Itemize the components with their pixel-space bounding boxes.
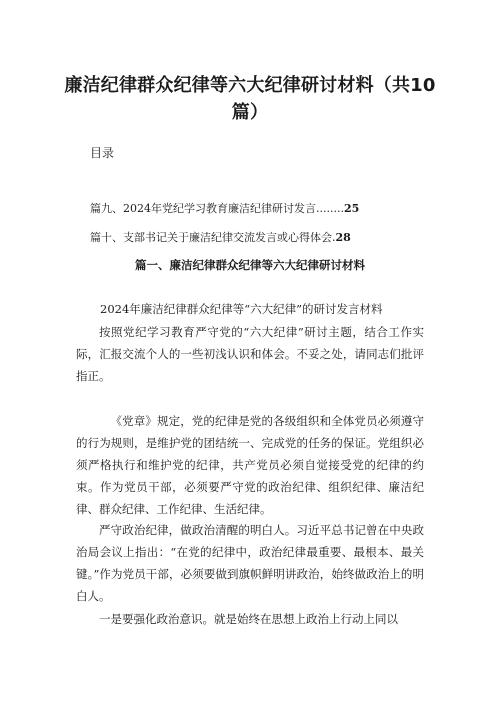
toc-entry-page: 28 — [335, 231, 351, 244]
document-title: 廉洁纪律群众纪律等六大纪律研讨材料（共10篇） — [64, 75, 436, 123]
toc-entry-dots: ........ — [316, 202, 344, 215]
body-paragraph: 按照党纪学习教育严守党的“六大纪律”研讨主题，结合工作实际，汇报交流个人的一些初浅认识和体会。不妥之处，请同志们批评指正。 — [76, 325, 424, 383]
article-title: 2024年廉洁纪律群众纪律等“六大纪律”的研讨发言材料 — [100, 302, 383, 316]
toc-entry[interactable] — [90, 229, 420, 245]
section-title: 篇一、廉洁纪律群众纪律等六大纪律研讨材料 — [135, 258, 365, 272]
toc-entry-dots: . — [332, 231, 336, 244]
body-paragraph: 《党章》规定，党的纪律是党的各级组织和全体党员必须遵守的行为规则，是维护党的团结统一、完成党的任务的保证。党组织必须严格执行和维护党的纪律，共产党员必须自觉接受党的纪律的约束。作为党员干部，必须要严守党的政治纪律、组织纪律、廉洁纪律、群众纪律、工作纪律、生活纪律。 — [76, 414, 424, 516]
body-paragraph: 一是要强化政治意识。就是始终在思想上政治上行动上同以 — [99, 612, 398, 626]
toc-entry-page: 25 — [343, 202, 360, 215]
toc-entry-label: 篇十、支部书记关于廉洁纪律交流发言或心得体会 — [90, 231, 332, 244]
body-paragraph: 严守政治纪律，做政治清醒的明白人。习近平总书记曾在中央政治局会议上指出：“在党的纪律中，政治纪律最重要、最根本、最关键。”作为党员干部，必须要做到旗帜鲜明讲政治，始终做政治上的明白人。 — [76, 523, 424, 603]
toc-entry[interactable] — [90, 200, 420, 216]
toc-heading: 目录 — [90, 146, 115, 160]
toc-entry-label: 篇九、2024年党纪学习教育廉洁纪律研讨发言 — [90, 202, 316, 215]
